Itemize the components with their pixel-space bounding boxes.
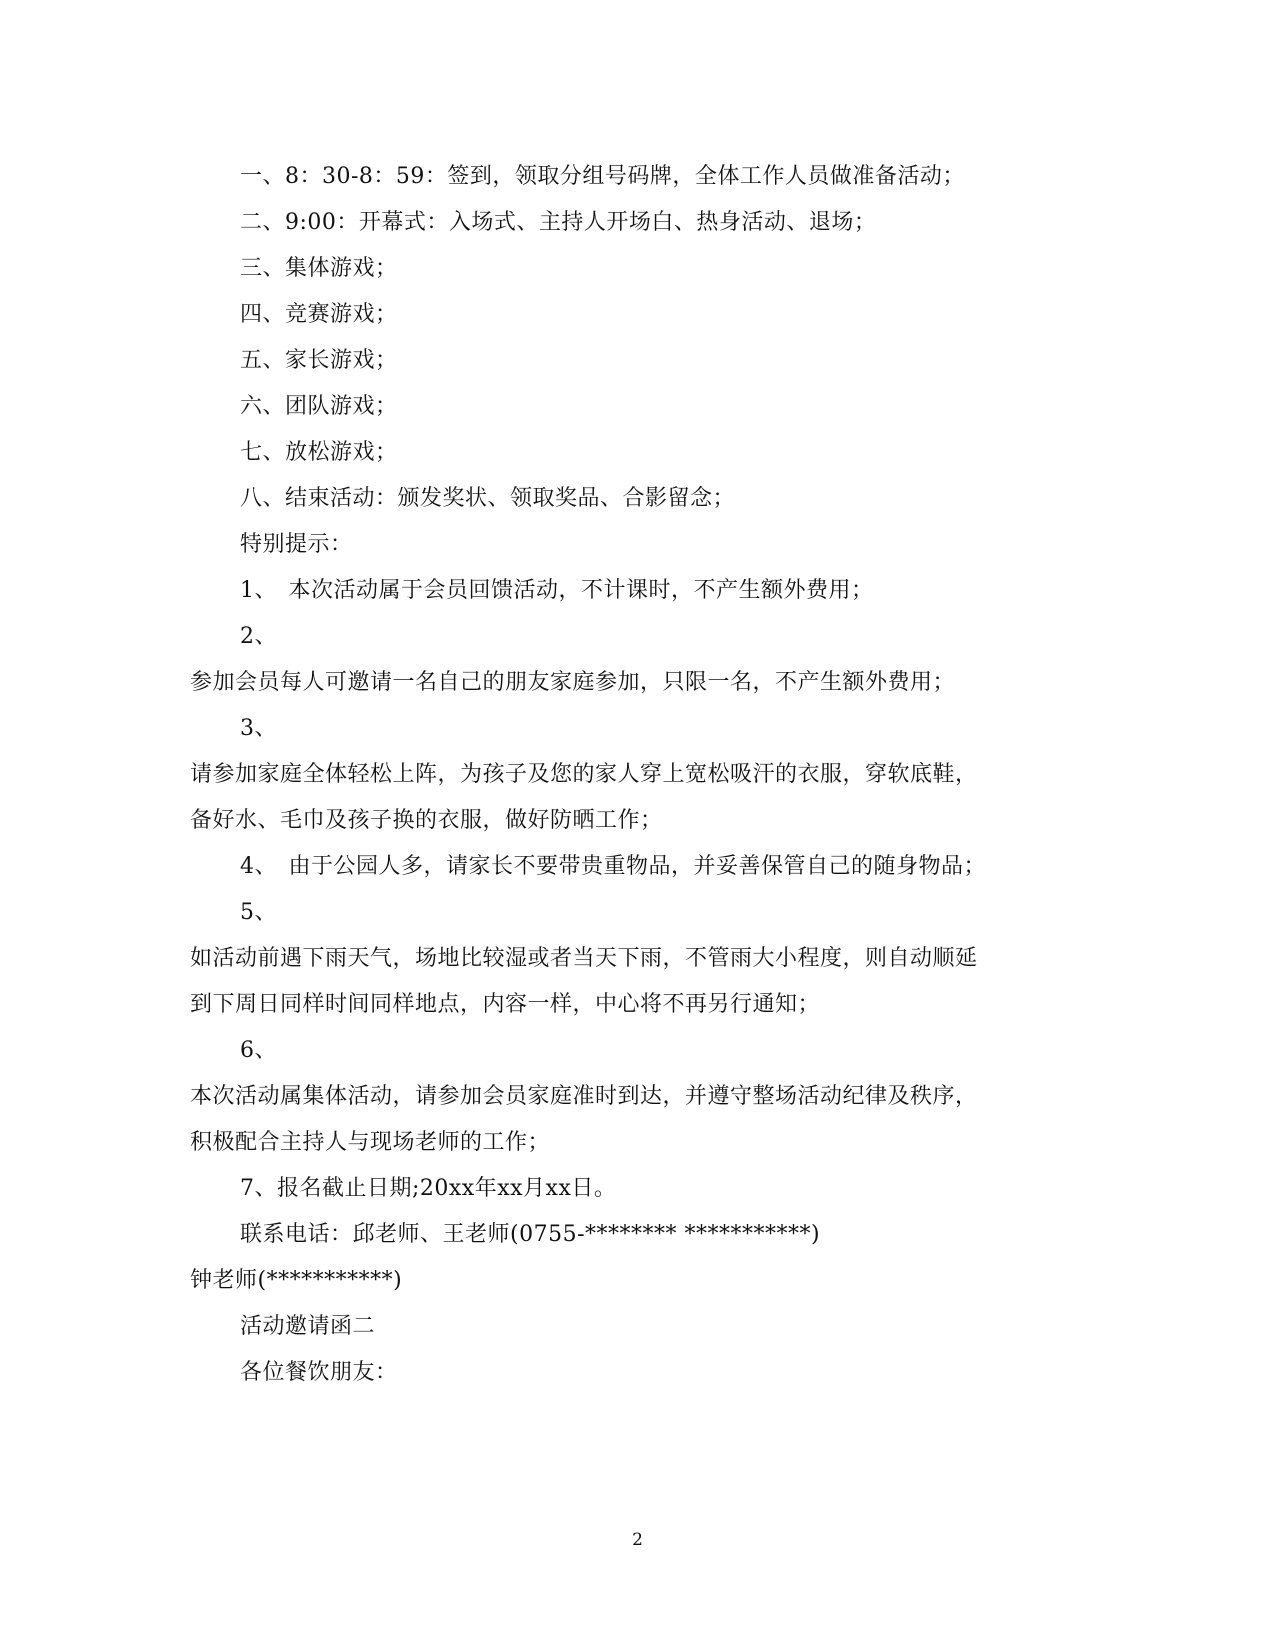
text-line: 请参加家庭全体轻松上阵，为孩子及您的家人穿上宽松吸汗的衣服，穿软底鞋， (190, 762, 978, 787)
text-line: 备好水、毛巾及孩子换的衣服，做好防晒工作； (190, 808, 663, 833)
contact-line: 联系电话：邱老师、王老师(0755-******** ***********) (240, 1222, 821, 1247)
list-number: 6、 (240, 1038, 277, 1063)
text-line: 二、9:00：开幕式：入场式、主持人开场白、热身活动、退场； (240, 210, 877, 235)
text-line: 七、放松游戏； (240, 440, 398, 465)
salutation: 各位餐饮朋友： (240, 1360, 398, 1385)
text-line: 4、 由于公园人多，请家长不要带贵重物品，并妥善保管自己的随身物品； (240, 854, 986, 879)
section-heading: 活动邀请函二 (240, 1314, 376, 1339)
text-line: 参加会员每人可邀请一名自己的朋友家庭参加，只限一名，不产生额外费用； (190, 670, 956, 695)
text-line: 六、团队游戏； (240, 394, 398, 419)
contact-line: 钟老师(***********) (190, 1268, 403, 1293)
text-line: 五、家长游戏； (240, 348, 398, 373)
list-number: 2、 (240, 624, 277, 649)
section-heading: 特别提示： (240, 532, 353, 557)
text-line: 1、 本次活动属于会员回馈活动，不计课时，不产生额外费用； (240, 578, 874, 603)
text-line: 八、结束活动：颁发奖状、领取奖品、合影留念； (240, 486, 736, 511)
text-line: 如活动前遇下雨天气，场地比较湿或者当天下雨，不管雨大小程度，则自动顺延 (190, 946, 978, 971)
text-line: 四、竞赛游戏； (240, 302, 398, 327)
page-number: 2 (632, 1530, 643, 1550)
list-number: 5、 (240, 900, 277, 925)
text-line: 7、报名截止日期;20xx年xx月xx日。 (240, 1176, 617, 1201)
list-number: 3、 (240, 716, 277, 741)
text-line: 三、集体游戏； (240, 256, 398, 281)
text-line: 积极配合主持人与现场老师的工作； (190, 1130, 551, 1155)
text-line: 本次活动属集体活动，请参加会员家庭准时到达，并遵守整场活动纪律及秩序， (190, 1084, 978, 1109)
text-line: 一、8：30-8：59：签到，领取分组号码牌，全体工作人员做准备活动； (240, 164, 965, 189)
text-line: 到下周日同样时间同样地点，内容一样，中心将不再另行通知； (190, 992, 821, 1017)
